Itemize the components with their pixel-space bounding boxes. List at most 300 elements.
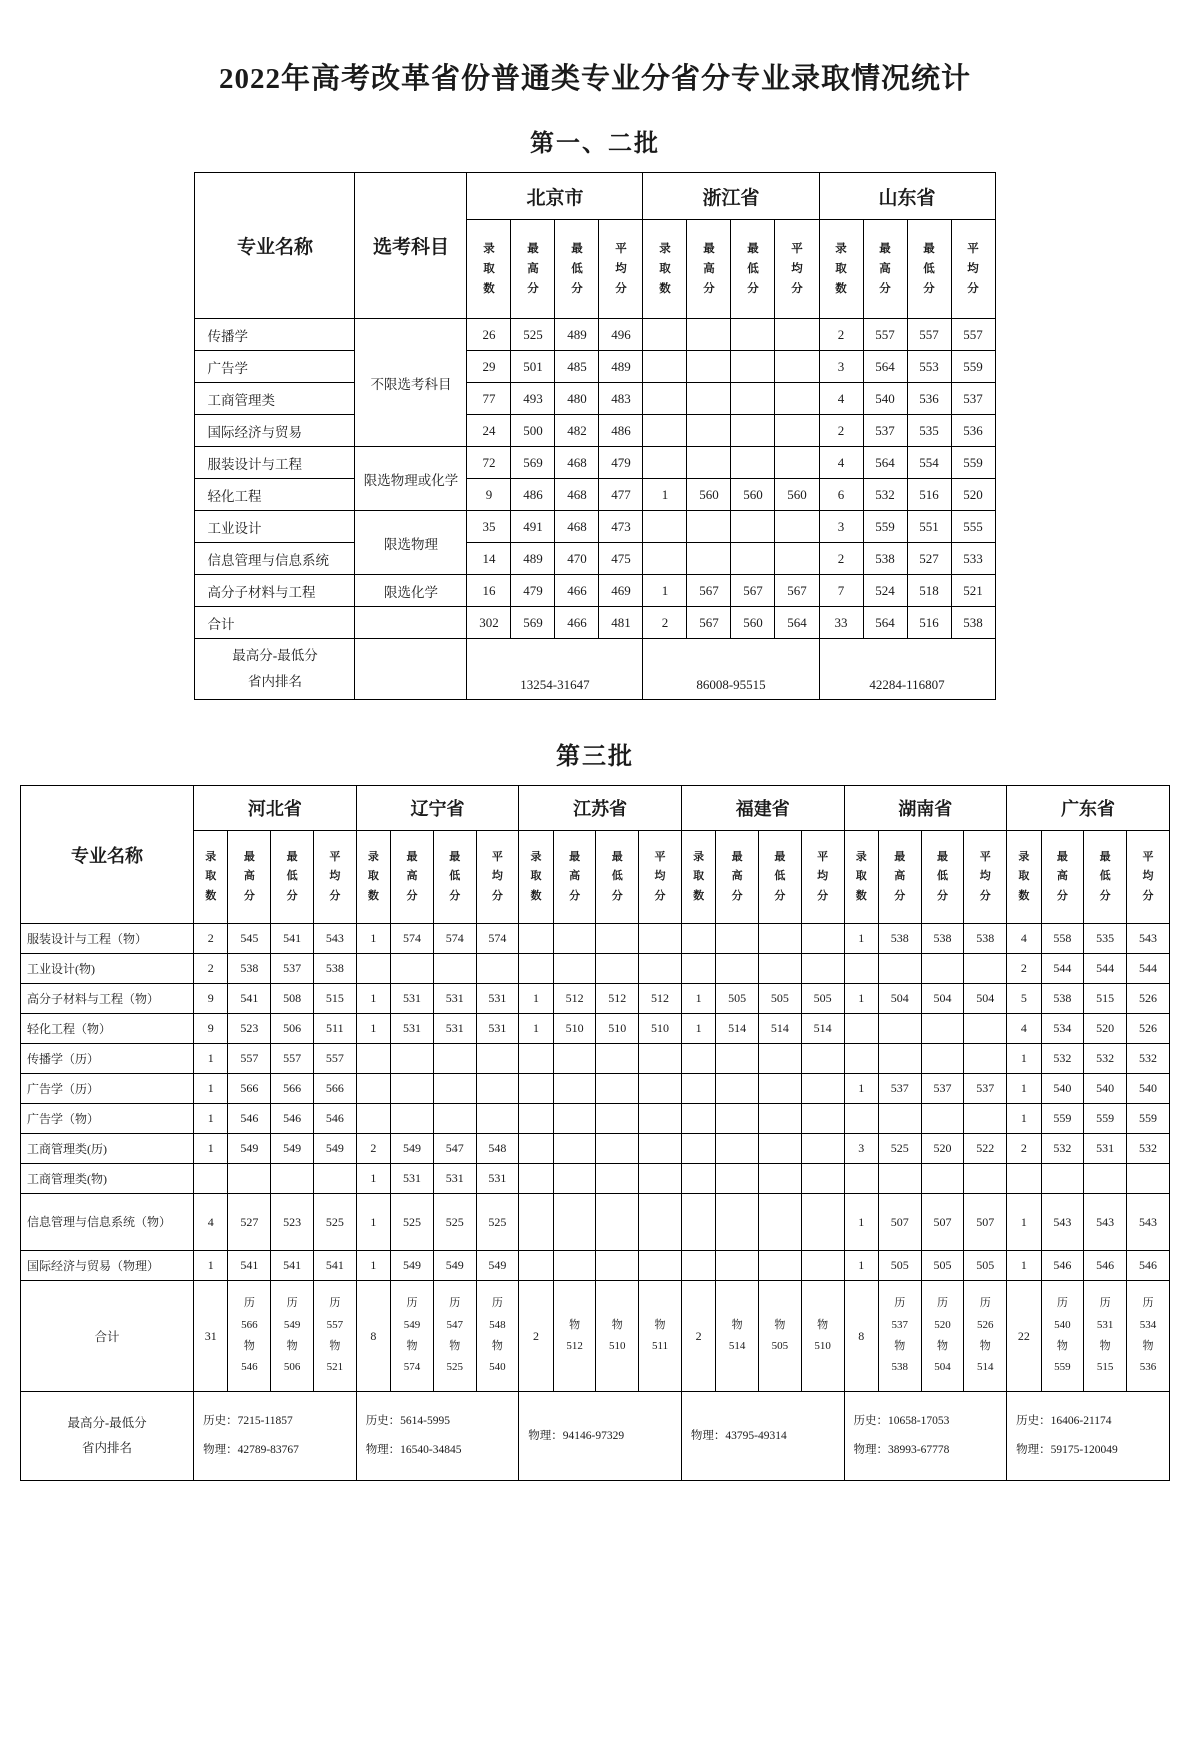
cell: 559 <box>1041 1104 1084 1134</box>
t1-rank-shandong: 42284-116807 <box>819 639 995 700</box>
cell <box>681 1164 715 1194</box>
cell: 559 <box>1084 1104 1127 1134</box>
t2-total-row <box>21 1281 1170 1392</box>
t2-total-stat-hn: 历 520 物 504 <box>921 1281 964 1392</box>
cell: 2 <box>1007 1134 1041 1164</box>
cell: 520 <box>1084 1014 1127 1044</box>
cell: 4 <box>819 447 863 479</box>
table-row <box>195 511 995 543</box>
cell <box>313 1164 356 1194</box>
cell: 560 <box>775 479 819 511</box>
t2-rank-ln: 历史：5614-5995 物理：16540-34845 <box>356 1392 519 1481</box>
cell <box>681 924 715 954</box>
cell: 538 <box>921 924 964 954</box>
t2-major-name: 高分子材料与工程（物） <box>21 984 194 1014</box>
cell: 536 <box>951 415 995 447</box>
cell: 527 <box>907 543 951 575</box>
admission-table-batch3 <box>20 785 1170 1481</box>
cell: 486 <box>599 415 643 447</box>
section-title-batch12: 第一、二批 <box>530 131 660 157</box>
cell: 2 <box>643 607 687 639</box>
cell: 557 <box>907 319 951 351</box>
cell: 514 <box>716 1014 759 1044</box>
table-row <box>195 543 995 575</box>
cell <box>553 1251 596 1281</box>
t1-total-subject-blank <box>355 607 467 639</box>
cell: 2 <box>194 954 228 984</box>
cell: 559 <box>1127 1104 1170 1134</box>
cell <box>596 1044 639 1074</box>
cell <box>731 511 775 543</box>
cell <box>476 1104 519 1134</box>
cell: 541 <box>271 1251 314 1281</box>
cell: 468 <box>555 479 599 511</box>
cell: 516 <box>907 479 951 511</box>
cell: 546 <box>313 1104 356 1134</box>
cell: 537 <box>951 383 995 415</box>
cell <box>519 924 553 954</box>
t2-total-count-hb: 31 <box>194 1281 228 1392</box>
cell: 543 <box>1127 924 1170 954</box>
cell <box>878 1014 921 1044</box>
cell <box>716 924 759 954</box>
cell <box>596 1134 639 1164</box>
cell: 525 <box>313 1194 356 1251</box>
t2-rank-hn: 历史：10658-17053 物理：38993-67778 <box>844 1392 1007 1481</box>
cell <box>775 351 819 383</box>
cell: 1 <box>844 1074 878 1104</box>
cell: 512 <box>553 984 596 1014</box>
cell: 541 <box>271 924 314 954</box>
t2-subhead-fj-avg: 平 均 分 <box>801 831 844 924</box>
t1-rank-subject-blank <box>355 639 467 700</box>
cell <box>687 511 731 543</box>
cell: 508 <box>271 984 314 1014</box>
cell <box>433 954 476 984</box>
cell <box>476 954 519 984</box>
cell: 546 <box>1127 1251 1170 1281</box>
t1-major-name: 信息管理与信息系统 <box>195 543 355 575</box>
t1-subhead-bj-max: 最 高 分 <box>511 220 555 319</box>
cell: 9 <box>467 479 511 511</box>
cell <box>921 1104 964 1134</box>
cell: 538 <box>228 954 271 984</box>
cell: 1 <box>1007 1251 1041 1281</box>
cell: 538 <box>863 543 907 575</box>
t2-subhead-ln-max: 最 高 分 <box>391 831 434 924</box>
cell: 77 <box>467 383 511 415</box>
cell <box>553 1164 596 1194</box>
cell: 302 <box>467 607 511 639</box>
cell: 2 <box>819 319 863 351</box>
t1-col-major: 专业名称 <box>195 173 355 319</box>
cell: 1 <box>681 984 715 1014</box>
cell <box>964 1164 1007 1194</box>
cell <box>433 1104 476 1134</box>
t1-subhead-zj-count: 录 取 数 <box>643 220 687 319</box>
cell: 560 <box>687 479 731 511</box>
cell: 531 <box>391 984 434 1014</box>
cell <box>519 1074 553 1104</box>
t2-total-stat-js: 物 511 <box>639 1281 682 1392</box>
cell: 1 <box>844 1194 878 1251</box>
cell: 560 <box>731 479 775 511</box>
cell: 505 <box>964 1251 1007 1281</box>
cell: 483 <box>599 383 643 415</box>
table-row <box>21 1251 1170 1281</box>
cell: 479 <box>511 575 555 607</box>
cell: 520 <box>951 479 995 511</box>
t2-major-name: 服装设计与工程（物） <box>21 924 194 954</box>
cell <box>643 511 687 543</box>
section-title-batch3: 第三批 <box>556 744 634 770</box>
table-row <box>21 1104 1170 1134</box>
cell <box>1007 1164 1041 1194</box>
cell <box>643 543 687 575</box>
t2-major-name: 工商管理类(历) <box>21 1134 194 1164</box>
cell <box>964 1044 1007 1074</box>
cell <box>391 954 434 984</box>
cell <box>716 1074 759 1104</box>
cell <box>681 1044 715 1074</box>
cell <box>476 1074 519 1104</box>
cell: 544 <box>1041 954 1084 984</box>
cell <box>639 924 682 954</box>
cell: 543 <box>1041 1194 1084 1251</box>
cell: 549 <box>271 1134 314 1164</box>
cell <box>639 1104 682 1134</box>
cell: 493 <box>511 383 555 415</box>
cell <box>519 1251 553 1281</box>
cell: 481 <box>599 607 643 639</box>
cell <box>759 1134 802 1164</box>
cell <box>878 1104 921 1134</box>
cell <box>271 1164 314 1194</box>
cell: 525 <box>878 1134 921 1164</box>
cell <box>391 1044 434 1074</box>
cell: 477 <box>599 479 643 511</box>
t2-major-name: 轻化工程（物） <box>21 1014 194 1044</box>
cell: 489 <box>599 351 643 383</box>
cell: 531 <box>476 1014 519 1044</box>
cell: 505 <box>759 984 802 1014</box>
cell: 1 <box>519 984 553 1014</box>
cell <box>775 447 819 479</box>
cell <box>844 1164 878 1194</box>
cell: 551 <box>907 511 951 543</box>
cell: 569 <box>511 447 555 479</box>
cell: 557 <box>271 1044 314 1074</box>
cell: 501 <box>511 351 555 383</box>
cell: 482 <box>555 415 599 447</box>
cell: 479 <box>599 447 643 479</box>
cell: 538 <box>951 607 995 639</box>
cell <box>519 1134 553 1164</box>
cell: 537 <box>921 1074 964 1104</box>
cell: 4 <box>1007 1014 1041 1044</box>
cell <box>1041 1164 1084 1194</box>
t1-major-name: 工商管理类 <box>195 383 355 415</box>
table2-container <box>0 785 1190 1481</box>
cell <box>878 1044 921 1074</box>
t1-rank-beijing: 13254-31647 <box>467 639 643 700</box>
t2-province-jiangsu: 江苏省 <box>519 786 682 831</box>
cell <box>878 1164 921 1194</box>
cell: 2 <box>819 543 863 575</box>
t2-subhead-fj-min: 最 低 分 <box>759 831 802 924</box>
cell: 29 <box>467 351 511 383</box>
cell <box>687 383 731 415</box>
t2-subhead-gd-count: 录 取 数 <box>1007 831 1041 924</box>
cell: 504 <box>921 984 964 1014</box>
t1-subhead-zj-min: 最 低 分 <box>731 220 775 319</box>
t1-subhead-sd-avg: 平 均 分 <box>951 220 995 319</box>
cell: 567 <box>687 607 731 639</box>
cell <box>716 1194 759 1251</box>
cell: 507 <box>921 1194 964 1251</box>
cell: 564 <box>863 607 907 639</box>
t1-major-name: 广告学 <box>195 351 355 383</box>
t2-rank-row <box>21 1392 1170 1481</box>
t2-total-stat-hb: 历 566 物 546 <box>228 1281 271 1392</box>
cell <box>553 1134 596 1164</box>
cell <box>775 319 819 351</box>
cell: 1 <box>844 924 878 954</box>
cell <box>687 351 731 383</box>
cell <box>596 1074 639 1104</box>
t1-subhead-sd-count: 录 取 数 <box>819 220 863 319</box>
t2-total-stat-fj: 物 510 <box>801 1281 844 1392</box>
cell <box>759 1194 802 1251</box>
t2-subhead-hb-count: 录 取 数 <box>194 831 228 924</box>
t2-col-major: 专业名称 <box>21 786 194 924</box>
cell: 531 <box>433 984 476 1014</box>
cell: 475 <box>599 543 643 575</box>
cell <box>476 1044 519 1074</box>
cell: 1 <box>194 1044 228 1074</box>
cell: 532 <box>1084 1044 1127 1074</box>
cell <box>681 1104 715 1134</box>
cell: 515 <box>313 984 356 1014</box>
cell: 546 <box>271 1104 314 1134</box>
t2-subhead-gd-avg: 平 均 分 <box>1127 831 1170 924</box>
t2-total-label: 合计 <box>21 1281 194 1392</box>
cell: 537 <box>271 954 314 984</box>
cell <box>731 383 775 415</box>
cell: 515 <box>1084 984 1127 1014</box>
cell: 1 <box>1007 1194 1041 1251</box>
cell: 72 <box>467 447 511 479</box>
cell <box>391 1104 434 1134</box>
t2-total-stat-ln: 历 549 物 574 <box>391 1281 434 1392</box>
table-row <box>21 984 1170 1014</box>
cell <box>639 1194 682 1251</box>
cell: 510 <box>553 1014 596 1044</box>
cell <box>356 1044 390 1074</box>
cell: 4 <box>194 1194 228 1251</box>
t1-rank-zhejiang: 86008-95515 <box>643 639 819 700</box>
cell <box>801 1074 844 1104</box>
cell: 549 <box>391 1134 434 1164</box>
cell: 537 <box>863 415 907 447</box>
cell: 544 <box>1084 954 1127 984</box>
cell: 521 <box>951 575 995 607</box>
cell: 2 <box>819 415 863 447</box>
cell <box>801 1164 844 1194</box>
t2-rank-gd: 历史：16406-21174 物理：59175-120049 <box>1007 1392 1170 1481</box>
cell: 574 <box>433 924 476 954</box>
cell: 510 <box>639 1014 682 1044</box>
cell <box>878 954 921 984</box>
cell <box>801 924 844 954</box>
cell: 531 <box>1084 1134 1127 1164</box>
table-row <box>21 1014 1170 1044</box>
t2-subhead-js-max: 最 高 分 <box>553 831 596 924</box>
cell: 544 <box>1127 954 1170 984</box>
cell: 505 <box>716 984 759 1014</box>
cell: 507 <box>964 1194 1007 1251</box>
cell: 525 <box>511 319 555 351</box>
document-page <box>0 56 1190 1740</box>
cell: 480 <box>555 383 599 415</box>
cell: 543 <box>1084 1194 1127 1251</box>
cell <box>731 319 775 351</box>
cell <box>759 924 802 954</box>
cell: 531 <box>476 1164 519 1194</box>
cell <box>681 1194 715 1251</box>
cell: 540 <box>1041 1074 1084 1104</box>
t1-total-row <box>195 607 995 639</box>
cell: 538 <box>313 954 356 984</box>
t2-subhead-hn-avg: 平 均 分 <box>964 831 1007 924</box>
t1-subject-group: 不限选考科目 <box>355 319 467 447</box>
t2-subhead-ln-count: 录 取 数 <box>356 831 390 924</box>
cell: 531 <box>433 1164 476 1194</box>
cell: 532 <box>1041 1134 1084 1164</box>
cell: 520 <box>921 1134 964 1164</box>
cell <box>731 447 775 479</box>
t1-rank-label: 最高分-最低分 省内排名 <box>195 639 355 700</box>
cell <box>639 1164 682 1194</box>
cell: 555 <box>951 511 995 543</box>
cell <box>643 447 687 479</box>
cell: 559 <box>951 447 995 479</box>
t2-total-count-fj: 2 <box>681 1281 715 1392</box>
cell <box>596 1164 639 1194</box>
cell: 466 <box>555 607 599 639</box>
t2-total-stat-js: 物 512 <box>553 1281 596 1392</box>
t2-total-stat-hb: 历 557 物 521 <box>313 1281 356 1392</box>
cell <box>681 1134 715 1164</box>
cell <box>775 543 819 575</box>
cell <box>596 1194 639 1251</box>
cell <box>553 924 596 954</box>
cell: 470 <box>555 543 599 575</box>
cell: 532 <box>1127 1044 1170 1074</box>
cell <box>681 1074 715 1104</box>
cell: 1 <box>356 1164 390 1194</box>
cell <box>681 954 715 984</box>
cell <box>964 954 1007 984</box>
cell: 546 <box>1041 1251 1084 1281</box>
t2-rank-js: 物理：94146-97329 <box>519 1392 682 1481</box>
t2-total-count-hn: 8 <box>844 1281 878 1392</box>
admission-table-batch12 <box>194 172 995 700</box>
cell: 26 <box>467 319 511 351</box>
cell: 564 <box>775 607 819 639</box>
cell <box>759 1074 802 1104</box>
t2-total-count-gd: 22 <box>1007 1281 1041 1392</box>
cell: 525 <box>476 1194 519 1251</box>
cell <box>759 954 802 984</box>
table-row <box>21 924 1170 954</box>
t2-subhead-hn-max: 最 高 分 <box>878 831 921 924</box>
cell: 2 <box>356 1134 390 1164</box>
cell: 523 <box>271 1194 314 1251</box>
cell: 574 <box>391 924 434 954</box>
cell <box>596 1251 639 1281</box>
cell: 4 <box>819 383 863 415</box>
table-row <box>21 1134 1170 1164</box>
cell: 559 <box>951 351 995 383</box>
cell: 566 <box>313 1074 356 1104</box>
cell: 505 <box>921 1251 964 1281</box>
cell: 504 <box>878 984 921 1014</box>
cell: 523 <box>228 1014 271 1044</box>
cell <box>921 954 964 984</box>
cell <box>844 1044 878 1074</box>
cell: 3 <box>819 351 863 383</box>
cell: 537 <box>964 1074 1007 1104</box>
t1-subhead-sd-min: 最 低 分 <box>907 220 951 319</box>
cell: 540 <box>1127 1074 1170 1104</box>
cell: 531 <box>433 1014 476 1044</box>
cell: 1 <box>194 1074 228 1104</box>
t2-subhead-hn-min: 最 低 分 <box>921 831 964 924</box>
cell <box>716 1104 759 1134</box>
t2-total-stat-gd: 历 540 物 559 <box>1041 1281 1084 1392</box>
t1-subhead-bj-count: 录 取 数 <box>467 220 511 319</box>
cell <box>596 924 639 954</box>
cell: 540 <box>863 383 907 415</box>
t2-total-stat-fj: 物 514 <box>716 1281 759 1392</box>
cell: 532 <box>1127 1134 1170 1164</box>
cell: 574 <box>476 924 519 954</box>
t1-subject-group: 限选化学 <box>355 575 467 607</box>
t1-total-label: 合计 <box>195 607 355 639</box>
t2-province-fujian: 福建省 <box>681 786 844 831</box>
cell <box>801 1044 844 1074</box>
cell <box>921 1044 964 1074</box>
cell: 569 <box>511 607 555 639</box>
t1-rank-row <box>195 639 995 700</box>
cell <box>1084 1164 1127 1194</box>
cell: 553 <box>907 351 951 383</box>
cell: 1 <box>1007 1074 1041 1104</box>
cell: 526 <box>1127 984 1170 1014</box>
cell: 14 <box>467 543 511 575</box>
t2-subhead-hn-count: 录 取 数 <box>844 831 878 924</box>
table-row <box>195 415 995 447</box>
cell <box>1127 1164 1170 1194</box>
t2-major-name: 广告学（物） <box>21 1104 194 1134</box>
cell: 491 <box>511 511 555 543</box>
cell <box>759 1044 802 1074</box>
cell <box>687 415 731 447</box>
cell: 510 <box>596 1014 639 1044</box>
cell <box>921 1014 964 1044</box>
page-title: 2022年高考改革省份普通类专业分省分专业录取情况统计 <box>218 63 971 95</box>
